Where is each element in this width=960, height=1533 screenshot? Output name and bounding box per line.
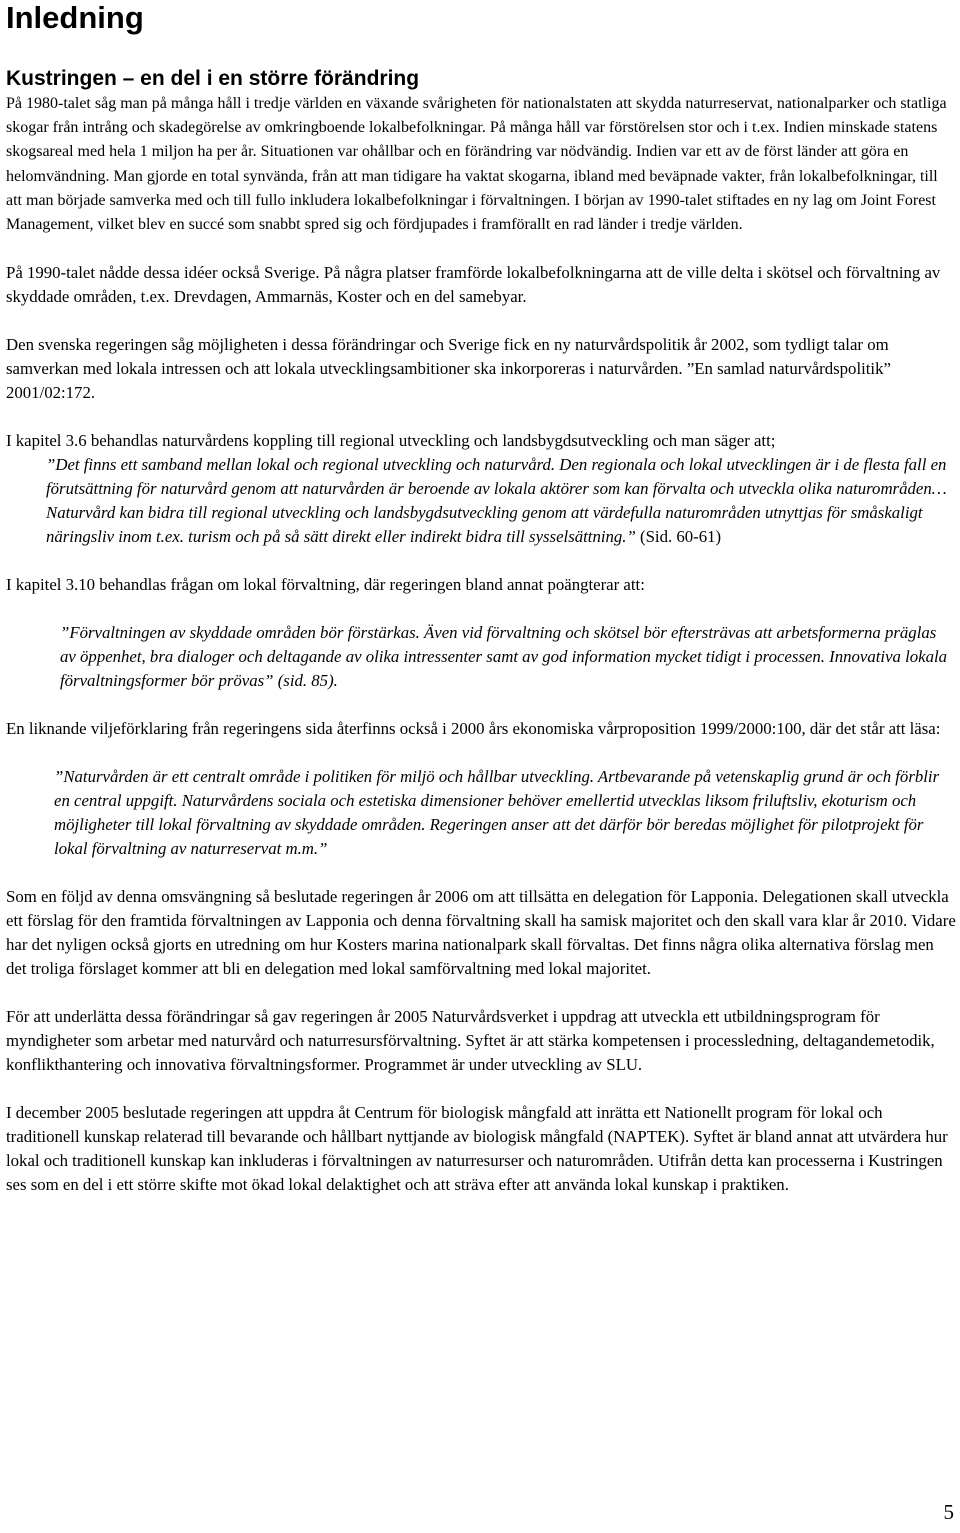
quote-reference: (Sid. 60-61) — [640, 527, 722, 547]
paragraph-naptek: I december 2005 beslutade regeringen att uppdra åt Centrum för biologisk mångfald att inrätta ett Nationellt program för lokal och traditionell kunskap relaterad till bevarande och hållbart nyttjande av biologisk mångfald (NAPTEK). Syftet är bland annat att utvärdera hur lokal och traditionell kunskap kan inkluderas i förvaltningen av naturresurser och naturområden. Utifrån detta kan processerna i Kustringen ses som en del i ett större skifte mot ökad lokal delaktighet och att sträva efter att använda lokal kunskap i praktiken. — [6, 1103, 948, 1195]
paragraph-naturvardspolitik: Den svenska regeringen såg möjligheten i dessa förändringar och Sverige fick en ny naturvårdspolitik år 2002, som tydligt talar om samverkan med lokala intressen och att lokala utvecklingsambitioner ska inkorporeras i naturvården. ”En samlad naturvårdspolitik” 2001/02:172. — [6, 335, 891, 403]
quote-text: ”Det finns ett samband mellan lokal och regional utveckling och naturvård. Den regionala och lokal utvecklingen är i de flesta fall en förutsättning för naturvård genom att naturvården är beroende av lokala aktörer som kan förvalta och utveckla olika naturområden… Naturvård kan bidra till regional utveckling och landsbygdsutveckling genom att värdefulla naturområden utnyttjas för småskaligt näringsliv inom t.ex. turism och på så sätt direkt eller indirekt bidra till sysselsättning.” — [46, 455, 947, 547]
paragraph-sweden-1990s: På 1990-talet nådde dessa idéer också Sverige. På några platser framförde lokalbefolkningarna att de ville delta i skötsel och förvaltning av skyddade områden, t.ex. Drevdagen, Ammarnäs, Koster och en del samebyar. — [6, 263, 941, 307]
page-title: Inledning — [6, 0, 144, 35]
quote-text: ”Naturvården är ett centralt område i politiken för miljö och hållbar utveckling. Artbevarande på vetenskaplig grund är och förblir en central uppgift. Naturvårdens sociala och estetiska dimensioner behöver emellertid utvecklas liksom friluftsliv, ekoturism och möjligheter till lokal förvaltning av skyddade områden. Regeringen anser att det därför bör beredas möjlighet för pilotprojekt för lokal förvaltning av naturreservat m.m.” — [54, 767, 940, 859]
paragraph-naturvardsverket: För att underlätta dessa förändringar så gav regeringen år 2005 Naturvårdsverket i uppdrag att utveckla ett utbildningsprogram för myndigheter som arbetar med naturvård och naturresursförvaltning. Syftet är att stärka kompetensen i processledning, deltagandemetodik, konflikthantering och innovativa förvaltningsformer. Programmet är under utveckling av SLU. — [6, 1007, 935, 1075]
quote-kapitel-3-10 — [60, 621, 952, 693]
paragraph-intro: På 1980-talet såg man på många håll i tredje världen en växande svårigheten för nationalstaten att skydda naturreservat, nationalparker och statliga skogar från intrång och skadegörelse av omkringboende lokalbefolkningar. På många håll var förstörelsen stor och i t.ex. Indien minskade statens skogsareal med hela 1 miljon ha per år. Situationen var ohållbar och en förändring var nödvändig. Indien var ett av de först länder att göra en helomvändning. Man gjorde en total synvända, från att man tidigare ha vaktat skogarna, ibland med beväpnade vakter, från lokalbefolkningar, till att man började samverka med och till fullo inkludera lokalbefolkningar i förvaltningen. I början av 1990-talet stiftades en ny lag om Joint Forest Management, vilket blev en succé som snabbt spred sig och fördjupades i framförallt en rad länder i tredje världen. — [6, 95, 947, 234]
quote-varproposition — [54, 765, 952, 861]
quote-text: ”Förvaltningen av skyddade områden bör förstärkas. Även vid förvaltning och skötsel bör eftersträvas att arbetsformerna präglas av öppenhet, bra dialoger och deltagande av olika intressenter samt av god information mycket tidigt i processen. Innovativa lokala förvaltningsformer bör prövas” — [60, 623, 948, 691]
paragraph-kapitel-3-6: I kapitel 3.6 behandlas naturvårdens koppling till regional utveckling och landsbygdsutveckling och man säger att; — [6, 431, 776, 451]
paragraph-varproposition: En liknande viljeförklaring från regeringens sida återfinns också i 2000 års ekonomiska vårproposition 1999/2000:100, där det står att läsa: — [6, 719, 941, 739]
paragraph-lapponia: Som en följd av denna omsvängning så beslutade regeringen år 2006 om att tillsätta en delegation för Lapponia. Delegationen skall utveckla ett förslag för den framtida förvaltningen av Lapponia och denna förvaltning skall ha samisk majoritet och den skall vara klar år 2010. Vidare har det nyligen också gjorts en utredning om hur Kosters marina nationalpark skall förvaltas. Det finns några olika alternativa förslag men det troliga förslaget kommer att bli en delegation med lokal samförvaltning med lokal majoritet. — [6, 887, 956, 979]
page-number: 5 — [943, 1500, 954, 1524]
quote-reference: (sid. 85). — [277, 671, 338, 691]
paragraph-kapitel-3-10: I kapitel 3.10 behandlas frågan om lokal förvaltning, där regeringen bland annat poängterar att: — [6, 575, 645, 595]
section-heading: Kustringen – en del i en större förändring — [6, 67, 420, 90]
document-page — [6, 0, 956, 1197]
quote-kapitel-3-6 — [46, 453, 952, 549]
